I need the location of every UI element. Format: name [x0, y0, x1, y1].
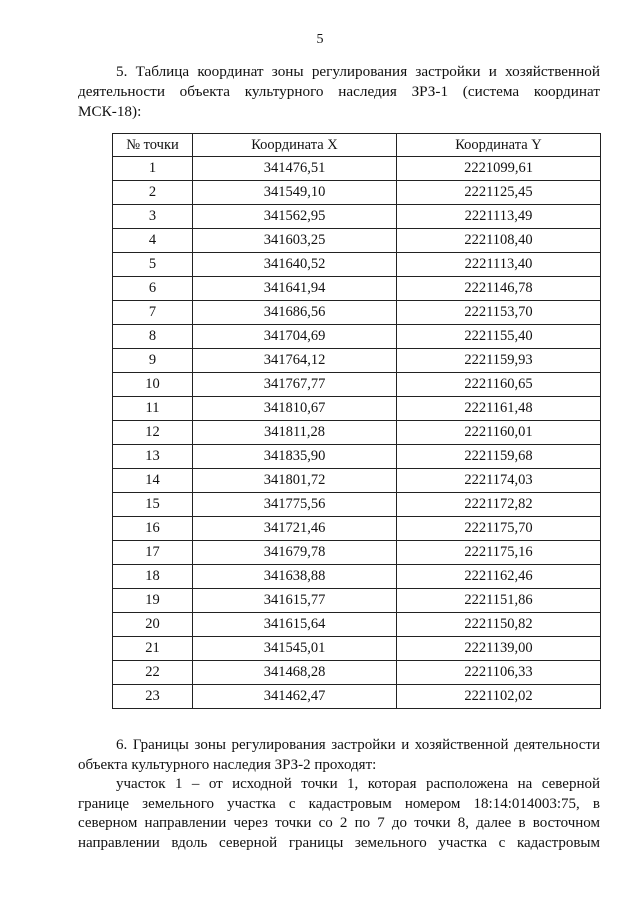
cell-coordinate-y: 2221113,40	[397, 253, 601, 277]
table-row	[113, 517, 601, 541]
cell-point-number: 19	[113, 589, 193, 613]
section-6-line-1: 6. Границы зоны регулирования застройки и хозяйственной деятельности	[116, 737, 600, 753]
cell-point-number: 15	[113, 493, 193, 517]
table-row	[113, 301, 601, 325]
cell-coordinate-y: 2221159,93	[397, 349, 601, 373]
heading-line-2: деятельности объекта культурного наследия ЗРЗ-1 (система координат	[78, 83, 600, 100]
table-row	[113, 205, 601, 229]
table-row	[113, 661, 601, 685]
table-row	[113, 613, 601, 637]
cell-coordinate-x: 341775,56	[193, 493, 397, 517]
table-row	[113, 565, 601, 589]
cell-coordinate-x: 341603,25	[193, 229, 397, 253]
cell-point-number: 20	[113, 613, 193, 637]
cell-coordinate-x: 341476,51	[193, 157, 397, 181]
cell-point-number: 11	[113, 397, 193, 421]
table-row	[113, 253, 601, 277]
heading-line-3: МСК-18):	[78, 103, 142, 120]
cell-coordinate-y: 2221162,46	[397, 565, 601, 589]
cell-point-number: 13	[113, 445, 193, 469]
cell-coordinate-y: 2221102,02	[397, 685, 601, 709]
cell-coordinate-y: 2221153,70	[397, 301, 601, 325]
cell-point-number: 17	[113, 541, 193, 565]
cell-coordinate-x: 341764,12	[193, 349, 397, 373]
cell-coordinate-y: 2221172,82	[397, 493, 601, 517]
section-6-line-4: границе земельного участка с кадастровым номером 18:14:014003:75, в	[78, 795, 600, 812]
cell-coordinate-y: 2221160,65	[397, 373, 601, 397]
coordinates-table	[112, 133, 601, 709]
table-row	[113, 493, 601, 517]
page-number: 5	[316, 32, 324, 47]
cell-coordinate-y: 2221174,03	[397, 469, 601, 493]
cell-point-number: 14	[113, 469, 193, 493]
cell-coordinate-y: 2221151,86	[397, 589, 601, 613]
cell-coordinate-x: 341615,77	[193, 589, 397, 613]
section-6-line-2: объекта культурного наследия ЗРЗ-2 проходят:	[78, 756, 377, 773]
table-row	[113, 589, 601, 613]
header-coordinate-y: Координата Y	[397, 134, 601, 157]
cell-coordinate-x: 341549,10	[193, 181, 397, 205]
table-row	[113, 157, 601, 181]
cell-coordinate-y: 2221146,78	[397, 277, 601, 301]
cell-coordinate-x: 341545,01	[193, 637, 397, 661]
cell-point-number: 6	[113, 277, 193, 301]
cell-point-number: 4	[113, 229, 193, 253]
table-heading	[78, 62, 600, 122]
cell-coordinate-y: 2221155,40	[397, 325, 601, 349]
cell-coordinate-x: 341767,77	[193, 373, 397, 397]
cell-coordinate-x: 341704,69	[193, 325, 397, 349]
cell-coordinate-x: 341721,46	[193, 517, 397, 541]
section-6-line-5: северном направлении через точки со 2 по 7 до точки 8, далее в восточном	[78, 815, 600, 831]
heading-line-1: 5. Таблица координат зоны регулирования застройки и хозяйственной	[116, 63, 600, 80]
table-row	[113, 685, 601, 709]
table-row	[113, 325, 601, 349]
table-header-row	[113, 134, 601, 157]
cell-coordinate-y: 2221175,16	[397, 541, 601, 565]
table-row	[113, 445, 601, 469]
cell-coordinate-x: 341640,52	[193, 253, 397, 277]
cell-coordinate-y: 2221106,33	[397, 661, 601, 685]
cell-point-number: 7	[113, 301, 193, 325]
cell-point-number: 16	[113, 517, 193, 541]
table-row	[113, 469, 601, 493]
cell-coordinate-y: 2221108,40	[397, 229, 601, 253]
header-point-number: № точки	[113, 134, 193, 157]
table-row	[113, 421, 601, 445]
cell-coordinate-y: 2221125,45	[397, 181, 601, 205]
table-body	[113, 157, 601, 709]
cell-coordinate-y: 2221160,01	[397, 421, 601, 445]
section-6	[78, 736, 600, 853]
header-coordinate-x: Координата X	[193, 134, 397, 157]
cell-point-number: 12	[113, 421, 193, 445]
cell-coordinate-y: 2221099,61	[397, 157, 601, 181]
table-row	[113, 397, 601, 421]
table-row	[113, 277, 601, 301]
cell-point-number: 23	[113, 685, 193, 709]
cell-coordinate-y: 2221161,48	[397, 397, 601, 421]
cell-coordinate-y: 2221159,68	[397, 445, 601, 469]
cell-point-number: 3	[113, 205, 193, 229]
cell-point-number: 5	[113, 253, 193, 277]
section-6-line-3: участок 1 – от исходной точки 1, которая расположена на северной	[116, 776, 600, 792]
table-row	[113, 373, 601, 397]
section-6-line-6: направлении вдоль северной границы земельного участка с кадастровым	[78, 834, 600, 851]
cell-coordinate-x: 341641,94	[193, 277, 397, 301]
cell-point-number: 1	[113, 157, 193, 181]
cell-coordinate-x: 341468,28	[193, 661, 397, 685]
cell-coordinate-x: 341562,95	[193, 205, 397, 229]
cell-coordinate-x: 341810,67	[193, 397, 397, 421]
cell-coordinate-x: 341801,72	[193, 469, 397, 493]
table-row	[113, 637, 601, 661]
cell-coordinate-x: 341638,88	[193, 565, 397, 589]
table-row	[113, 541, 601, 565]
table-row	[113, 181, 601, 205]
cell-coordinate-x: 341462,47	[193, 685, 397, 709]
cell-point-number: 9	[113, 349, 193, 373]
cell-coordinate-x: 341679,78	[193, 541, 397, 565]
cell-coordinate-x: 341835,90	[193, 445, 397, 469]
cell-point-number: 22	[113, 661, 193, 685]
cell-point-number: 21	[113, 637, 193, 661]
cell-coordinate-x: 341686,56	[193, 301, 397, 325]
cell-coordinate-x: 341811,28	[193, 421, 397, 445]
cell-point-number: 18	[113, 565, 193, 589]
cell-point-number: 10	[113, 373, 193, 397]
table-row	[113, 349, 601, 373]
cell-coordinate-y: 2221150,82	[397, 613, 601, 637]
cell-coordinate-y: 2221175,70	[397, 517, 601, 541]
cell-coordinate-x: 341615,64	[193, 613, 397, 637]
cell-point-number: 2	[113, 181, 193, 205]
table-row	[113, 229, 601, 253]
cell-point-number: 8	[113, 325, 193, 349]
cell-coordinate-y: 2221113,49	[397, 205, 601, 229]
cell-coordinate-y: 2221139,00	[397, 637, 601, 661]
